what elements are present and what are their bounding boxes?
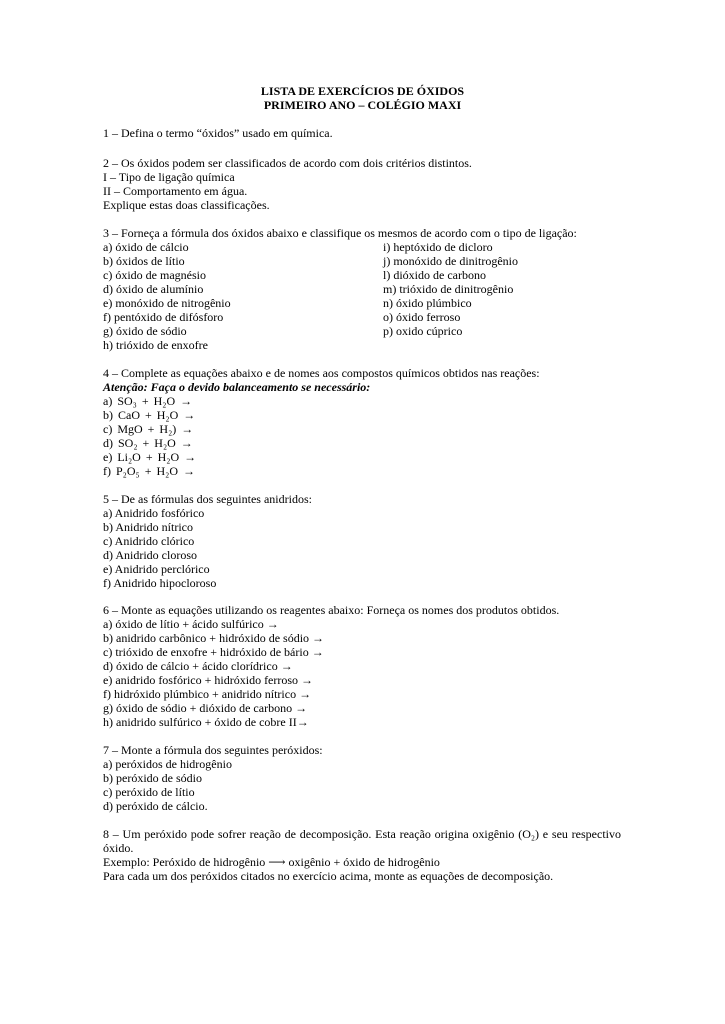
list-item: c) óxido de magnésio bbox=[103, 268, 206, 282]
question-7-stem: 7 – Monte a fórmula dos seguintes peróxidos: bbox=[103, 743, 323, 757]
list-item: c) Anidrido clórico bbox=[103, 534, 195, 548]
list-item: b) óxidos de lítio bbox=[103, 254, 185, 268]
list-item: i) heptóxido de dicloro bbox=[383, 240, 493, 254]
list-item: b) peróxido de sódio bbox=[103, 771, 202, 785]
list-item: h) anidrido sulfúrico + óxido de cobre II→ bbox=[103, 715, 309, 729]
equation: a) SO₃ + H₂O → bbox=[103, 394, 193, 408]
question-2-line: II – Comportamento em água. bbox=[103, 184, 248, 198]
list-item: d) óxido de cálcio + ácido clorídrico → bbox=[103, 659, 293, 673]
question-2-stem: 2 – Os óxidos podem ser classificados de acordo com dois critérios distintos. bbox=[103, 156, 472, 170]
question-6-stem: 6 – Monte as equações utilizando os reagentes abaixo: Forneça os nomes dos produtos obtidos. bbox=[103, 603, 560, 617]
question-1: 1 – Defina o termo “óxidos” usado em química. bbox=[103, 126, 333, 140]
question-8-example: Exemplo: Peróxido de hidrogênio ⟶ oxigênio + óxido de hidrogênio bbox=[103, 855, 440, 869]
list-item: b) Anidrido nítrico bbox=[103, 520, 193, 534]
list-item: c) peróxido de lítio bbox=[103, 785, 195, 799]
equation: d) SO₂ + H₂O → bbox=[103, 436, 193, 450]
list-item: d) óxido de alumínio bbox=[103, 282, 204, 296]
list-item: n) óxido plúmbico bbox=[383, 296, 472, 310]
equation: b) CaO + H₂O → bbox=[103, 408, 196, 422]
list-item: f) hidróxido plúmbico + anidrido nítrico → bbox=[103, 687, 312, 701]
list-item: a) peróxidos de hidrogênio bbox=[103, 757, 232, 771]
question-3-right-column bbox=[383, 240, 518, 338]
title-line-1: LISTA DE EXERCÍCIOS DE ÓXIDOS bbox=[260, 84, 465, 98]
list-item: g) óxido de sódio + dióxido de carbono → bbox=[103, 701, 308, 715]
question-3-stem: 3 – Forneça a fórmula dos óxidos abaixo e classifique os mesmos de acordo com o tipo de ligação: bbox=[103, 226, 577, 240]
list-item: d) peróxido de cálcio. bbox=[103, 799, 208, 813]
title-line-2: PRIMEIRO ANO – COLÉGIO MAXI bbox=[263, 98, 462, 112]
list-item: e) anidrido fosfórico + hidróxido ferroso → bbox=[103, 673, 314, 687]
list-item: o) óxido ferroso bbox=[383, 310, 461, 324]
question-4 bbox=[103, 366, 540, 478]
question-3-left-column bbox=[103, 240, 231, 352]
list-item: f) pentóxido de difósforo bbox=[103, 310, 224, 324]
list-item: m) trióxido de dinitrogênio bbox=[383, 282, 514, 296]
list-item: h) trióxido de enxofre bbox=[103, 338, 208, 352]
question-5-stem: 5 – De as fórmulas dos seguintes anidridos: bbox=[103, 492, 312, 506]
list-item: a) Anidrido fosfórico bbox=[103, 506, 205, 520]
question-4-note: Atenção: Faça o devido balanceamento se necessário: bbox=[103, 380, 371, 394]
question-2-line: I – Tipo de ligação química bbox=[103, 170, 235, 184]
question-2 bbox=[103, 156, 472, 212]
question-8-stem: 8 – Um peróxido pode sofrer reação de decomposição. Esta reação origina oxigênio (O₂) e seu respectivo óxido. bbox=[103, 827, 621, 855]
question-8-instruction: Para cada um dos peróxidos citados no exercício acima, monte as equações de decomposição. bbox=[103, 869, 554, 883]
equation: c) MgO + H₂) → bbox=[103, 422, 194, 436]
list-item: g) óxido de sódio bbox=[103, 324, 187, 338]
list-item: d) Anidrido cloroso bbox=[103, 548, 197, 562]
question-8 bbox=[103, 827, 621, 883]
list-item: e) Anidrido perclórico bbox=[103, 562, 210, 576]
question-5 bbox=[103, 492, 312, 590]
list-item: a) óxido de lítio + ácido sulfúrico → bbox=[103, 617, 279, 631]
equation: e) Li₂O + H₂O → bbox=[103, 450, 197, 464]
list-item: c) trióxido de enxofre + hidróxido de bário → bbox=[103, 645, 324, 659]
question-6 bbox=[103, 603, 559, 729]
question-7 bbox=[103, 743, 323, 813]
list-item: f) Anidrido hipocloroso bbox=[103, 576, 217, 590]
list-item: l) dióxido de carbono bbox=[383, 268, 486, 282]
list-item: b) anidrido carbônico + hidróxido de sódio → bbox=[103, 631, 325, 645]
list-item: e) monóxido de nitrogênio bbox=[103, 296, 231, 310]
list-item: a) óxido de cálcio bbox=[103, 240, 189, 254]
equation: f) P₂O₅ + H₂O → bbox=[103, 464, 195, 478]
list-item: j) monóxido de dinitrogênio bbox=[383, 254, 518, 268]
question-2-line: Explique estas doas classificações. bbox=[103, 198, 270, 212]
list-item: p) oxido cúprico bbox=[383, 324, 463, 338]
question-4-stem: 4 – Complete as equações abaixo e de nomes aos compostos químicos obtidos nas reações: bbox=[103, 366, 540, 380]
